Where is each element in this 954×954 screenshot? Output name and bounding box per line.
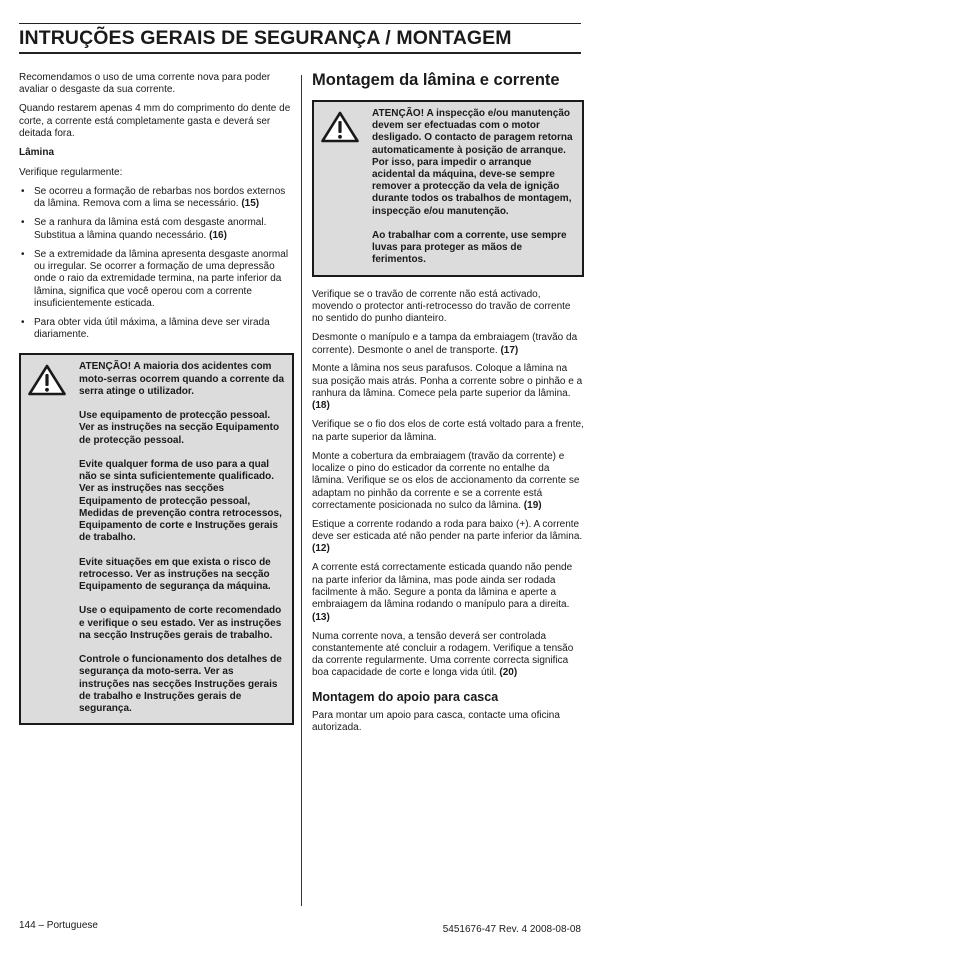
header-rule-top <box>19 23 581 24</box>
figure-ref: (18) <box>312 400 330 412</box>
warning-paragraph: Controle o funcionamento dos detalhes de segurança da moto-serra. Ver as instruções nas secções Instruções gerais de trabalho e Instruções gerais de segurança. <box>79 654 282 715</box>
paragraph: Numa corrente nova, a tensão deverá ser controlada constantemente até concluir a rodagem. Verifique a tensão da corrente regularmente. Uma corrente correcta significa boa capacidade de corte e longa vida útil. (20) <box>312 630 574 679</box>
figure-ref: (17) <box>500 344 519 356</box>
right-column <box>312 70 584 741</box>
list-item-text: Para obter vida útil máxima, a lâmina deve ser virada diariamente. <box>34 316 270 341</box>
list-item <box>19 186 294 211</box>
list-item-text: Se ocorreu a formação de rebarbas nos bordos externos da lâmina. Remova com a lima se necessário. <box>34 186 286 210</box>
figure-ref: (20) <box>499 667 518 679</box>
subheading-bark-support: Montagem do apoio para casca <box>312 689 499 704</box>
figure-ref: (12) <box>312 543 330 555</box>
figure-ref: (19) <box>523 499 542 511</box>
paragraph: Desmonte o manípulo e a tampa da embraiagem (travão da corrente). Desmonte o anel de transporte. (17) <box>312 332 578 356</box>
warning-paragraph: ATENÇÃO! A maioria dos acidentes com moto-serras ocorrem quando a corrente da serra atinge o utilizador. <box>79 361 285 397</box>
paragraph-bark-support: Para montar um apoio para casca, contacte uma oficina autorizada. <box>312 709 560 734</box>
page-title: INTRUÇÕES GERAIS DE SEGURANÇA / MONTAGEM <box>19 27 512 49</box>
warning-triangle-icon <box>320 110 360 144</box>
paragraph: Verifique se o fio dos elos de corte está voltado para a frente, na parte superior da lâmina. <box>312 419 584 443</box>
section-heading-bar-chain: Montagem da lâmina e corrente <box>312 71 560 89</box>
warning-paragraph: Use equipamento de protecção pessoal. Ver as instruções na secção Equipamento de protecção pessoal. <box>79 410 280 446</box>
figure-ref: (15) <box>241 198 260 210</box>
bullet-symbol: • <box>21 186 25 198</box>
paragraph-new-chain: Recomendamos o uso de uma corrente nova para poder avaliar o desgaste da sua corrente. <box>19 72 271 96</box>
left-column <box>19 72 294 725</box>
warning-paragraph: Use o equipamento de corte recomendado e verifique o seu estado. Ver as instruções na secção Instruções gerais de trabalho. <box>79 605 282 641</box>
warning-paragraph: Evite situações em que exista o risco de retrocesso. Ver as instruções na secção Equipamento de segurança da máquina. <box>79 556 271 593</box>
warning-box-maintenance <box>312 100 584 277</box>
bullet-symbol: • <box>21 316 25 328</box>
warning-paragraph: Ao trabalhar com a corrente, use sempre luvas para proteger as mãos de ferimentos. <box>372 230 567 266</box>
footer-doc-id: 5451676-47 Rev. 4 2008-08-08 <box>442 924 581 935</box>
list-item <box>19 217 294 242</box>
column-divider <box>301 75 302 906</box>
list-item-text: Se a ranhura da lâmina está com desgaste anormal. Substitua a lâmina quando necessário. <box>34 217 267 241</box>
header-rule-bottom <box>19 52 581 54</box>
warning-triangle-icon <box>27 363 67 397</box>
figure-ref: (13) <box>312 611 330 623</box>
list-item <box>19 249 294 310</box>
paragraph: Monte a cobertura da embraiagem (travão da corrente) e localize o pino do esticador da corrente no entalhe da lâmina. Verifique se os elos de accionamento da corrente se adaptam no pinhão da corrente e se a corrente está correctamente posicionada no sulco da lâmina. (19) <box>312 450 580 511</box>
warning-paragraph: ATENÇÃO! A inspecção e/ou manutenção devem ser efectuadas com o motor desligado. O contacto de paragem retorna automaticamente à posição de arranque. Por isso, para impedir o arranque acidental da máquina, deve-se sempre remover a protecção da vela de ignição durante todos os trabalhos de montagem, inspecção e/ou manutenção. <box>372 108 573 217</box>
warning-box-accidents <box>19 353 294 725</box>
bullet-symbol: • <box>21 248 25 260</box>
paragraph: Monte a lâmina nos seus parafusos. Coloque a lâmina na sua posição mais atrás. Ponha a corrente sobre o pinhão e a ranhura da lâmina. Comece pela parte superior da lâmina. (18) <box>312 363 583 412</box>
warning-paragraph: Evite qualquer forma de uso para a qual não se sinta suficientemente qualificado. Ver as instruções nas secções Equipamento de protecção pessoal, Medidas de prevenção contra retrocessos, Equipamento de corte e Instruções gerais de trabalho. <box>79 459 282 544</box>
list-item <box>19 317 294 342</box>
paragraph: Verifique se o travão de corrente não está activado, movendo o protector anti-retrocesso do travão de corrente no sentido do punho dianteiro. <box>312 288 571 325</box>
paragraph: A corrente está correctamente esticada quando não pende na parte inferior da lâmina, mas pode ainda ser rodada facilmente à mão. Segure a ponta da lâmina e aperte a embraiagem da lâmina rodando o manípulo para a direita. (13) <box>312 562 573 623</box>
figure-ref: (16) <box>209 229 227 241</box>
paragraph: Estique a corrente rodando a roda para baixo (+). A corrente deve ser esticada até não pender na parte inferior da lâmina. (12) <box>312 518 583 555</box>
paragraph-chain-wear: Quando restarem apenas 4 mm do comprimento do dente de corte, a corrente está completamente gasta e deverá ser deitada fora. <box>19 103 291 139</box>
bullet-symbol: • <box>21 217 25 229</box>
list-item-text: Se a extremidade da lâmina apresenta desgaste anormal ou irregular. Se ocorrer a formação de uma depressão onde o raio da extremidade termina, na parte inferior da lâmina, significa que você operou com a corrente insuficientemente esticada. <box>34 248 289 309</box>
paragraph-check-regularly: Verifique regularmente: <box>19 167 123 179</box>
subheading-bar: Lâmina <box>19 146 55 158</box>
bar-check-list <box>19 186 294 341</box>
footer-page-label: 144 – Portuguese <box>19 920 98 931</box>
